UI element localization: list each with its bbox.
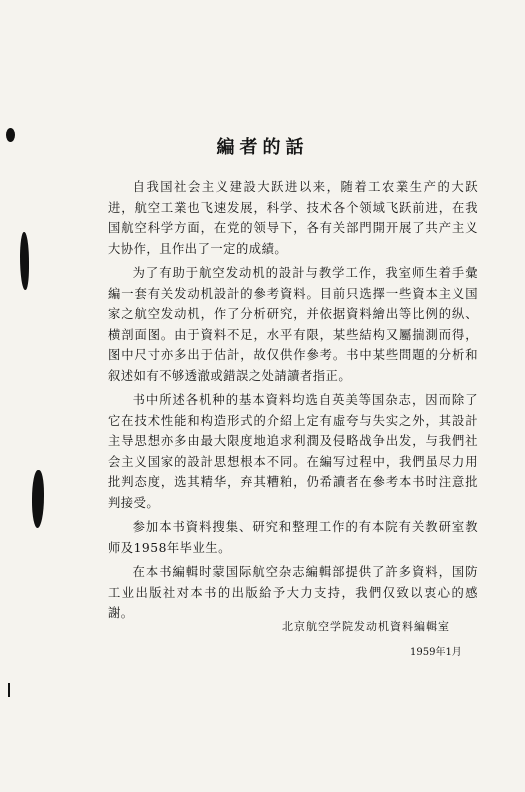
paragraph: 在本书編輯时蒙国际航空杂志編輯部提供了許多資料，国防工业出版社对本书的出版給予大力支持，我們仅致以衷心的感謝。 (108, 565, 478, 620)
date: 1959年1月 (410, 647, 462, 658)
body-text (108, 177, 478, 628)
paragraph: 参加本书資料搜集、研究和整理工作的有本院有关教研室教师及1958年毕业生。 (108, 520, 478, 555)
signature: 北京航空学院发动机資料編輯室 (282, 620, 450, 633)
ink-blot-left-middle (20, 232, 29, 290)
paragraph: 自我国社会主义建設大跃进以来，随着工农業生产的大跃进，航空工業也飞速发展，科学、技术各个领域飞跃前进，在我国航空科学方面，在党的领导下，各有关部門開开展了共产主义大协作，且作出了一定的成績。 (108, 180, 478, 256)
page-title: 編者的話 (216, 137, 309, 158)
paragraph: 书中所述各机种的基本資料均选自英美等国杂志，因而除了它在技术性能和构造形式的介紹上定有虛夸与失实之外，其設計主导思想亦多由最大限度地追求利潤及侵略战争出发，与我們社会主义国家的設計思想根本不同。在編写过程中，我們虽尽力用批判态度，选其精华，弃其糟粕，仍希讀者在參考本书时注意批判接受。 (108, 393, 478, 510)
paragraph: 为了有助于航空发动机的設計与教学工作，我室师生着手彙編一套有关发动机設計的參考資料。目前只选擇一些資本主义国家之航空发动机，作了分析研究，并依据資料繪出等比例的纵、横剖面图。由于資料不足，水平有限，某些結构又屬揣測而得，图中尺寸亦多出于估計，故仅供作參考。书中某些問題的分析和叙述如有不够透澈或錯誤之处請讀者指正。 (108, 266, 478, 383)
ink-mark-left-bottom (8, 683, 10, 697)
ink-blot-left-lower (32, 470, 44, 528)
